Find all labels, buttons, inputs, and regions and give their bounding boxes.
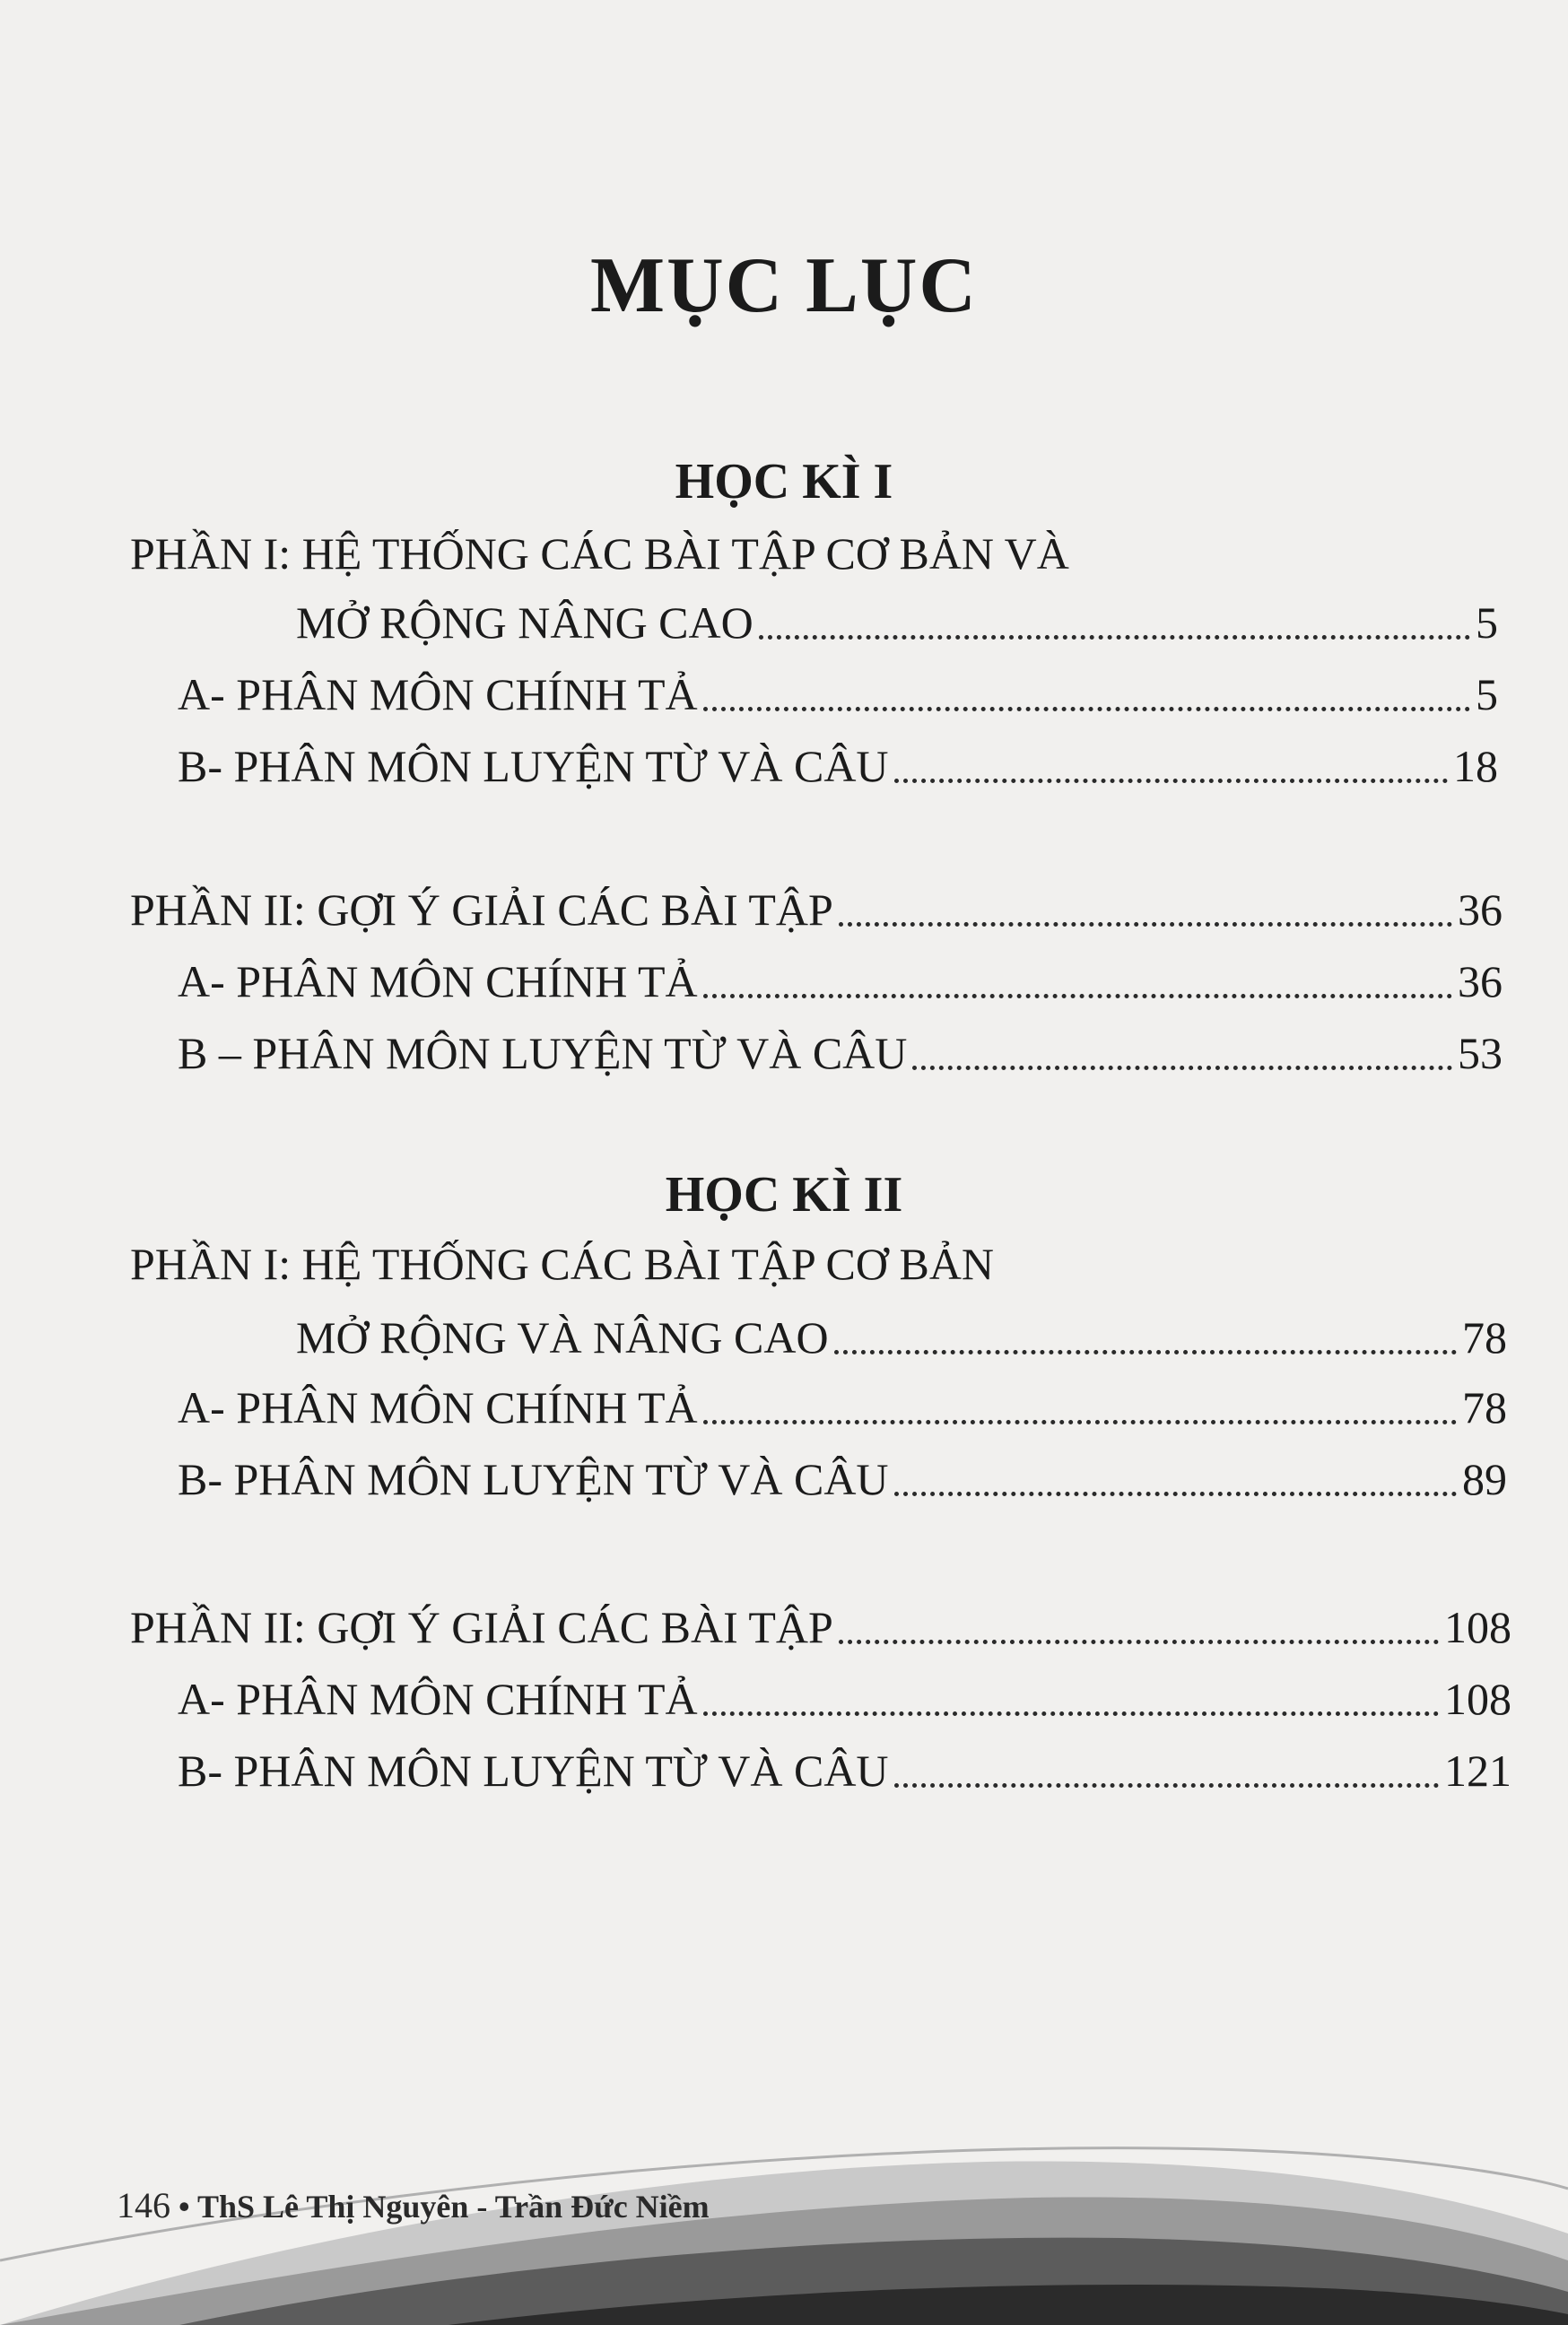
toc-entry-page: 5 — [1476, 669, 1498, 719]
toc-entry-page: 36 — [1458, 884, 1503, 935]
toc-part1-line1: PHẦN I: HỆ THỐNG CÁC BÀI TẬP CƠ BẢN — [130, 1239, 995, 1289]
toc-entry-page: 121 — [1444, 1746, 1511, 1796]
toc-entry[interactable] — [178, 1745, 1511, 1797]
dot-leader — [703, 706, 1470, 711]
toc-entry[interactable] — [178, 1027, 1503, 1079]
dot-leader — [839, 1639, 1439, 1644]
toc-entry[interactable] — [178, 1453, 1507, 1505]
toc-entry-label: A- PHÂN MÔN CHÍNH TẢ — [178, 669, 698, 719]
footer-bullet: • — [179, 2189, 190, 2225]
dot-leader — [834, 1349, 1457, 1354]
page-footer — [117, 2184, 710, 2226]
toc-entry-page: 36 — [1458, 956, 1503, 1006]
toc-entry-label: PHẦN II: GỢI Ý GIẢI CÁC BÀI TẬP — [130, 884, 833, 935]
toc-entry[interactable] — [178, 740, 1498, 792]
toc-entry-label: A- PHÂN MÔN CHÍNH TẢ — [178, 1674, 698, 1724]
toc-entry-label: B- PHÂN MÔN LUYỆN TỪ VÀ CÂU — [178, 1746, 889, 1796]
dot-leader — [894, 778, 1448, 783]
dot-leader — [912, 1065, 1452, 1070]
dot-leader — [703, 1711, 1439, 1716]
toc-entry-label: MỞ RỘNG VÀ NÂNG CAO — [296, 1312, 829, 1363]
toc-entry-label: A- PHÂN MÔN CHÍNH TẢ — [178, 956, 698, 1006]
toc-entry[interactable] — [178, 1673, 1511, 1725]
toc-entry[interactable] — [178, 668, 1498, 720]
toc-entry-page: 5 — [1476, 597, 1498, 648]
toc-entry-page: 89 — [1462, 1454, 1507, 1504]
toc-entry-page: 108 — [1444, 1602, 1511, 1652]
toc-entry-page: 78 — [1462, 1382, 1507, 1432]
toc-entry[interactable] — [130, 1601, 1511, 1653]
toc-entry-label: PHẦN II: GỢI Ý GIẢI CÁC BÀI TẬP — [130, 1602, 833, 1652]
toc-entry-label: B- PHÂN MÔN LUYỆN TỪ VÀ CÂU — [178, 741, 889, 791]
dot-leader — [759, 634, 1470, 640]
semester-1-heading: HỌC KÌ I — [675, 454, 893, 509]
toc-entry[interactable] — [178, 955, 1503, 1007]
toc-entry-page: 108 — [1444, 1674, 1511, 1724]
dot-leader — [703, 1419, 1457, 1424]
page-title: MỤC LỤC — [590, 242, 978, 329]
toc-entry[interactable] — [296, 596, 1498, 649]
toc-entry-label: A- PHÂN MÔN CHÍNH TẢ — [178, 1382, 698, 1432]
toc-entry-page: 78 — [1462, 1312, 1507, 1363]
toc-entry[interactable] — [130, 884, 1503, 936]
toc-entry[interactable] — [178, 1381, 1507, 1433]
dot-leader — [894, 1491, 1457, 1496]
toc-entry-page: 18 — [1453, 741, 1498, 791]
dot-leader — [839, 921, 1452, 927]
toc-entry-page: 53 — [1458, 1028, 1503, 1078]
toc-part1-line1: PHẦN I: HỆ THỐNG CÁC BÀI TẬP CƠ BẢN VÀ — [130, 528, 1069, 579]
footer-swoosh-decoration — [0, 2135, 1568, 2325]
semester-2-heading: HỌC KÌ II — [665, 1167, 903, 1223]
toc-entry[interactable] — [296, 1311, 1507, 1363]
toc-entry-label: B- PHÂN MÔN LUYỆN TỪ VÀ CÂU — [178, 1454, 889, 1504]
footer-authors: ThS Lê Thị Nguyên - Trần Đức Niềm — [196, 2189, 710, 2225]
dot-leader — [703, 993, 1452, 998]
page-number: 146 — [117, 2185, 170, 2225]
dot-leader — [894, 1782, 1439, 1788]
toc-entry-label: MỞ RỘNG NÂNG CAO — [296, 597, 754, 648]
toc-entry-label: B – PHÂN MÔN LUYỆN TỪ VÀ CÂU — [178, 1028, 908, 1078]
